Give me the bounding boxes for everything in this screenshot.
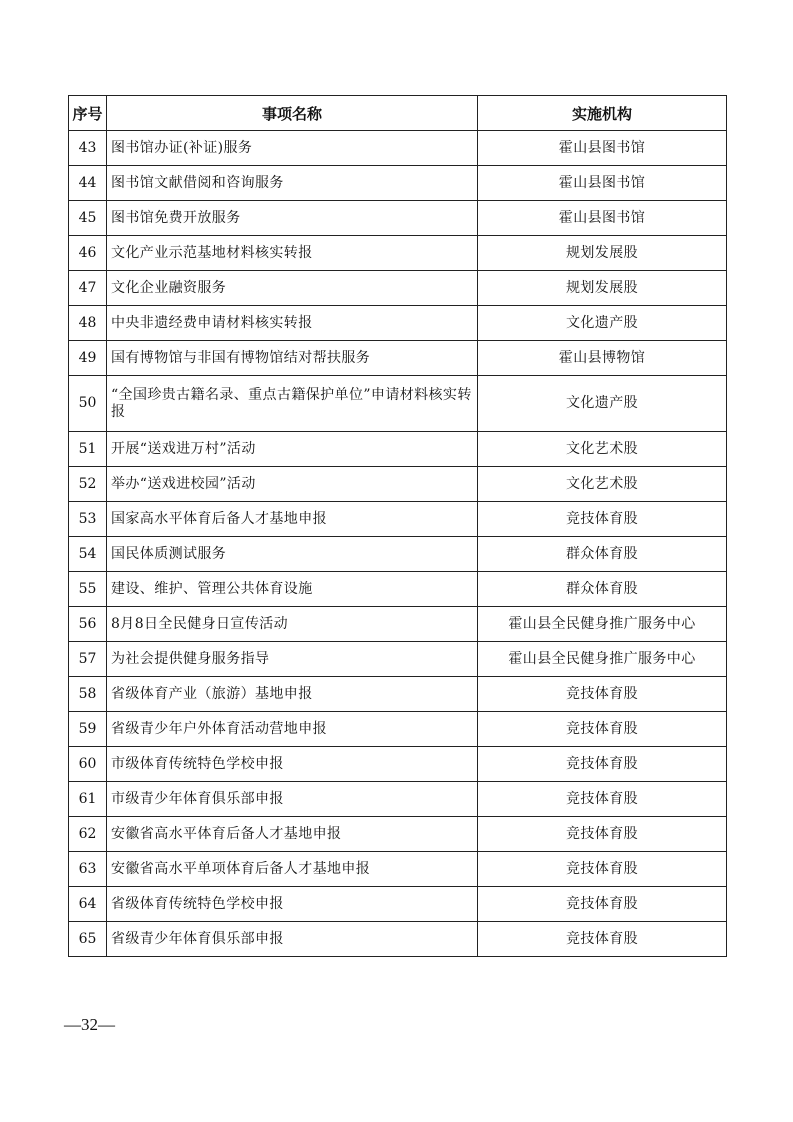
item-name: 图书馆文献借阅和咨询服务 — [107, 166, 478, 201]
row-number: 57 — [69, 642, 107, 677]
table-row — [69, 747, 727, 782]
table-row — [69, 236, 727, 271]
implementing-org: 霍山县图书馆 — [478, 201, 727, 236]
table-row — [69, 572, 727, 607]
table-row — [69, 376, 727, 432]
row-number: 48 — [69, 306, 107, 341]
item-name: 文化产业示范基地材料核实转报 — [107, 236, 478, 271]
implementing-org: 群众体育股 — [478, 537, 727, 572]
row-number: 43 — [69, 131, 107, 166]
row-number: 54 — [69, 537, 107, 572]
item-name: 国有博物馆与非国有博物馆结对帮扶服务 — [107, 341, 478, 376]
item-name: 国家高水平体育后备人才基地申报 — [107, 502, 478, 537]
table-row — [69, 537, 727, 572]
implementing-org: 文化艺术股 — [478, 467, 727, 502]
implementing-org: 霍山县图书馆 — [478, 131, 727, 166]
column-header-number: 序号 — [69, 96, 107, 131]
row-number: 63 — [69, 852, 107, 887]
table-row — [69, 502, 727, 537]
table-row — [69, 817, 727, 852]
implementing-org: 竞技体育股 — [478, 852, 727, 887]
table-row — [69, 782, 727, 817]
item-name: 安徽省高水平体育后备人才基地申报 — [107, 817, 478, 852]
item-name: “全国珍贵古籍名录、重点古籍保护单位”申请材料核实转报 — [107, 376, 478, 432]
table-row — [69, 131, 727, 166]
item-name: 省级体育传统特色学校申报 — [107, 887, 478, 922]
implementing-org: 文化艺术股 — [478, 432, 727, 467]
item-name: 省级体育产业（旅游）基地申报 — [107, 677, 478, 712]
implementing-org: 霍山县全民健身推广服务中心 — [478, 607, 727, 642]
table-row — [69, 341, 727, 376]
implementing-org: 竞技体育股 — [478, 887, 727, 922]
table-row — [69, 432, 727, 467]
item-name: 图书馆免费开放服务 — [107, 201, 478, 236]
service-items-table — [68, 95, 727, 957]
item-name: 省级青少年体育俱乐部申报 — [107, 922, 478, 957]
item-name: 国民体质测试服务 — [107, 537, 478, 572]
table-row — [69, 922, 727, 957]
row-number: 46 — [69, 236, 107, 271]
row-number: 55 — [69, 572, 107, 607]
implementing-org: 竞技体育股 — [478, 922, 727, 957]
implementing-org: 竞技体育股 — [478, 677, 727, 712]
table-row — [69, 166, 727, 201]
column-header-name: 事项名称 — [107, 96, 478, 131]
implementing-org: 文化遗产股 — [478, 306, 727, 341]
row-number: 52 — [69, 467, 107, 502]
item-name: 举办“送戏进校园”活动 — [107, 467, 478, 502]
table-header-row — [69, 96, 727, 131]
column-header-org: 实施机构 — [478, 96, 727, 131]
implementing-org: 竞技体育股 — [478, 782, 727, 817]
table-row — [69, 201, 727, 236]
implementing-org: 规划发展股 — [478, 236, 727, 271]
table-row — [69, 677, 727, 712]
implementing-org: 规划发展股 — [478, 271, 727, 306]
table-row — [69, 306, 727, 341]
implementing-org: 群众体育股 — [478, 572, 727, 607]
table-row — [69, 467, 727, 502]
implementing-org: 竞技体育股 — [478, 817, 727, 852]
row-number: 65 — [69, 922, 107, 957]
item-name: 安徽省高水平单项体育后备人才基地申报 — [107, 852, 478, 887]
row-number: 60 — [69, 747, 107, 782]
row-number: 45 — [69, 201, 107, 236]
implementing-org: 文化遗产股 — [478, 376, 727, 432]
table-row — [69, 642, 727, 677]
item-name: 图书馆办证(补证)服务 — [107, 131, 478, 166]
item-name: 开展“送戏进万村”活动 — [107, 432, 478, 467]
table-row — [69, 852, 727, 887]
row-number: 53 — [69, 502, 107, 537]
row-number: 64 — [69, 887, 107, 922]
item-name: 8月8日全民健身日宣传活动 — [107, 607, 478, 642]
implementing-org: 霍山县图书馆 — [478, 166, 727, 201]
row-number: 51 — [69, 432, 107, 467]
table-row — [69, 887, 727, 922]
implementing-org: 竞技体育股 — [478, 712, 727, 747]
table-row — [69, 712, 727, 747]
item-name: 省级青少年户外体育活动营地申报 — [107, 712, 478, 747]
item-name: 中央非遗经费申请材料核实转报 — [107, 306, 478, 341]
implementing-org: 竞技体育股 — [478, 747, 727, 782]
item-name: 为社会提供健身服务指导 — [107, 642, 478, 677]
implementing-org: 霍山县博物馆 — [478, 341, 727, 376]
row-number: 58 — [69, 677, 107, 712]
row-number: 56 — [69, 607, 107, 642]
row-number: 59 — [69, 712, 107, 747]
row-number: 50 — [69, 376, 107, 432]
row-number: 47 — [69, 271, 107, 306]
item-name: 市级体育传统特色学校申报 — [107, 747, 478, 782]
implementing-org: 霍山县全民健身推广服务中心 — [478, 642, 727, 677]
item-name: 建设、维护、管理公共体育设施 — [107, 572, 478, 607]
row-number: 62 — [69, 817, 107, 852]
item-name: 市级青少年体育俱乐部申报 — [107, 782, 478, 817]
row-number: 61 — [69, 782, 107, 817]
implementing-org: 竞技体育股 — [478, 502, 727, 537]
table-row — [69, 607, 727, 642]
row-number: 49 — [69, 341, 107, 376]
page-number: —32— — [64, 1015, 115, 1034]
row-number: 44 — [69, 166, 107, 201]
table-row — [69, 271, 727, 306]
item-name: 文化企业融资服务 — [107, 271, 478, 306]
